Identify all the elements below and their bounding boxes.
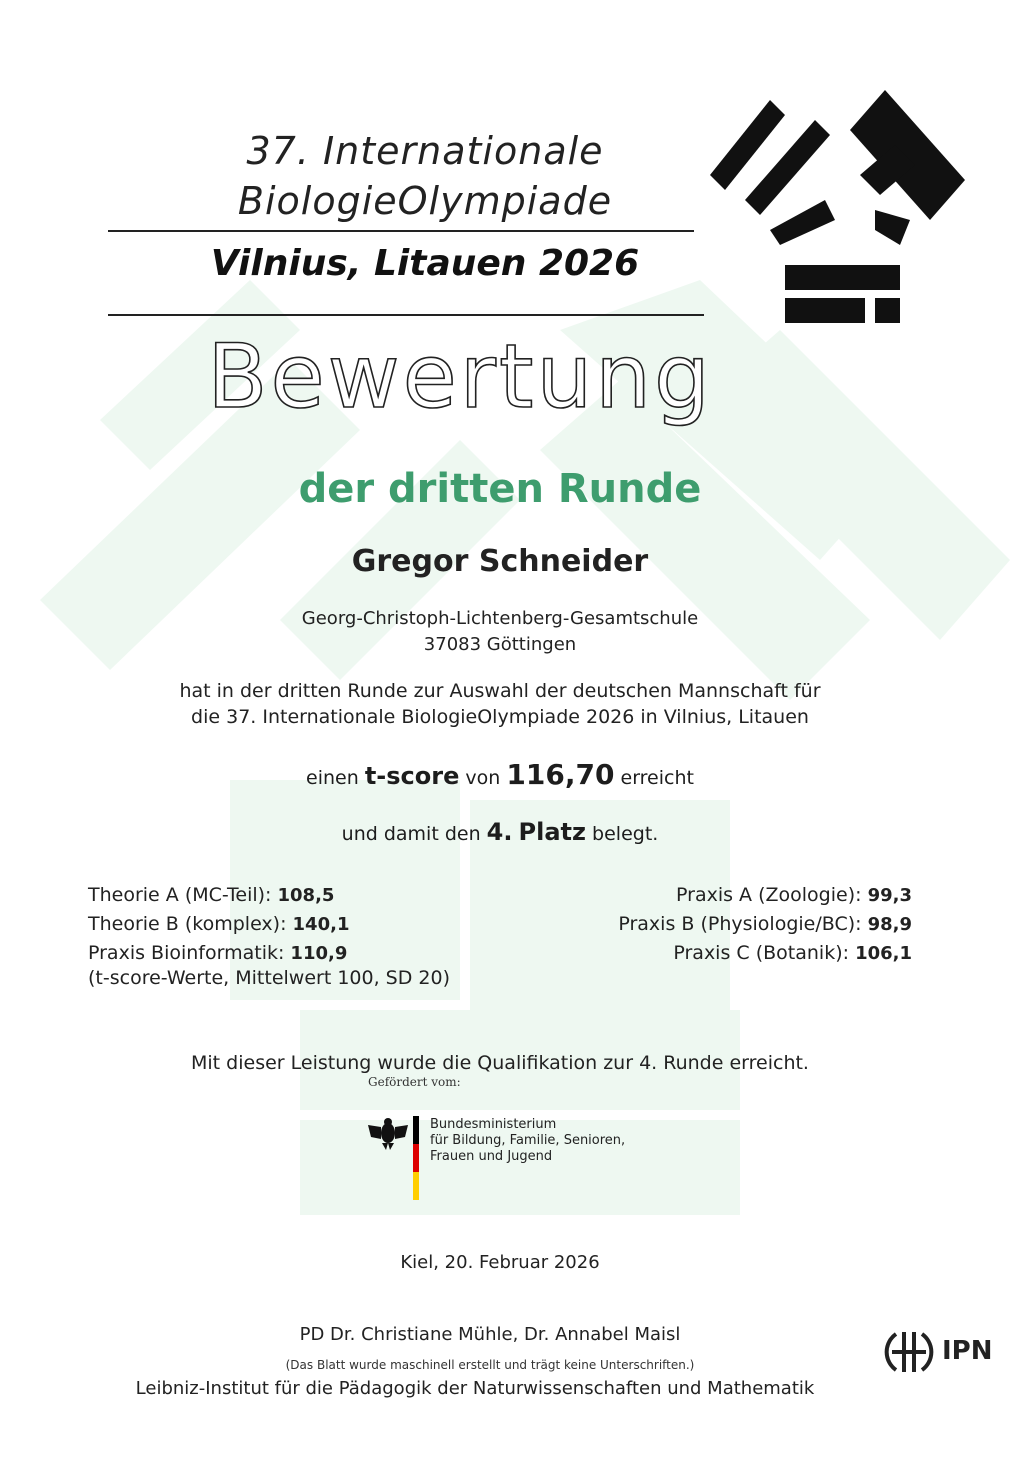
score-row-value: 140,1 bbox=[292, 914, 350, 935]
ministry-line-1: Bundesministerium bbox=[430, 1117, 557, 1132]
recipient-name: Gregor Schneider bbox=[351, 544, 649, 579]
signatories: PD Dr. Christiane Mühle, Dr. Annabel Maisl bbox=[299, 1324, 681, 1345]
olympiad-title-line1: 37. Internationale bbox=[246, 129, 604, 173]
scores-right bbox=[540, 881, 912, 968]
score-mid: von bbox=[465, 767, 501, 789]
score-row bbox=[88, 910, 508, 939]
score-row bbox=[88, 881, 508, 910]
score-line bbox=[100, 758, 900, 791]
disclaimer: (Das Blatt wurde maschinell erstellt und trägt keine Unterschriften.) bbox=[285, 1358, 695, 1372]
olympiad-title-line2: BiologieOlympiade bbox=[237, 179, 613, 223]
ministry-line-3: Frauen und Jugend bbox=[430, 1149, 553, 1164]
ipn-emblem-icon bbox=[882, 1326, 936, 1378]
total-score-value: 116,70 bbox=[506, 758, 615, 791]
rank-line bbox=[100, 818, 900, 846]
score-row-value: 110,9 bbox=[290, 943, 348, 964]
recipient-school: Georg-Christoph-Lichtenberg-Gesamtschule bbox=[301, 608, 699, 629]
event-location: Vilnius, Litauen 2026 bbox=[210, 243, 640, 284]
score-post: erreicht bbox=[620, 767, 694, 789]
score-row bbox=[540, 910, 912, 939]
ipn-logo bbox=[882, 1326, 1002, 1378]
score-row-label: Theorie B (komplex): bbox=[88, 913, 287, 935]
score-row-value: 99,3 bbox=[867, 885, 912, 906]
place-date: Kiel, 20. Februar 2026 bbox=[400, 1252, 600, 1273]
score-row bbox=[540, 939, 912, 968]
score-row-label: Praxis A (Zoologie): bbox=[676, 884, 862, 906]
round-subtitle: der dritten Runde bbox=[298, 466, 702, 512]
german-flag-bar bbox=[413, 1116, 419, 1200]
score-row bbox=[540, 881, 912, 910]
score-row-label: Praxis C (Botanik): bbox=[673, 942, 850, 964]
federal-eagle-icon bbox=[368, 1117, 408, 1151]
ministry-line-2: für Bildung, Familie, Senioren, bbox=[430, 1133, 626, 1148]
institute-name: Leibniz-Institut für die Pädagogik der Naturwissenschaften und Mathematik bbox=[135, 1378, 815, 1399]
score-row-label: Praxis Bioinformatik: bbox=[88, 942, 285, 964]
ipn-logo-text: IPN bbox=[942, 1336, 993, 1366]
rank-value: 4. bbox=[486, 818, 513, 846]
ministry-name bbox=[430, 1117, 625, 1165]
body-line-1: hat in der dritten Runde zur Auswahl der deutschen Mannschaft für bbox=[179, 680, 821, 702]
score-row-label: Praxis B (Physiologie/BC): bbox=[618, 913, 862, 935]
score-row-value: 98,9 bbox=[867, 914, 912, 935]
score-row-label: Theorie A (MC-Teil): bbox=[88, 884, 272, 906]
document-title: Bewertung bbox=[207, 325, 713, 428]
ibo-logo bbox=[700, 80, 980, 340]
header-rule-bottom bbox=[108, 314, 704, 316]
qualification-statement: Mit dieser Leistung wurde die Qualifikation zur 4. Runde erreicht. bbox=[191, 1052, 809, 1074]
scores-left bbox=[88, 881, 508, 993]
funding-label: Gefördert vom: bbox=[368, 1075, 461, 1089]
header-rule-top bbox=[108, 230, 694, 232]
rank-post: belegt. bbox=[592, 823, 659, 845]
scores-note: (t-score-Werte, Mittelwert 100, SD 20) bbox=[88, 967, 450, 989]
score-pre: einen bbox=[306, 767, 359, 789]
score-row-value: 106,1 bbox=[855, 943, 912, 964]
score-row-value: 108,5 bbox=[277, 885, 335, 906]
recipient-city: 37083 Göttingen bbox=[423, 634, 577, 655]
rank-pre: und damit den bbox=[341, 823, 481, 845]
score-label: t-score bbox=[364, 762, 460, 790]
rank-label: Platz bbox=[518, 818, 586, 846]
body-line-2: die 37. Internationale BiologieOlympiade 2026 in Vilnius, Litauen bbox=[191, 706, 809, 728]
